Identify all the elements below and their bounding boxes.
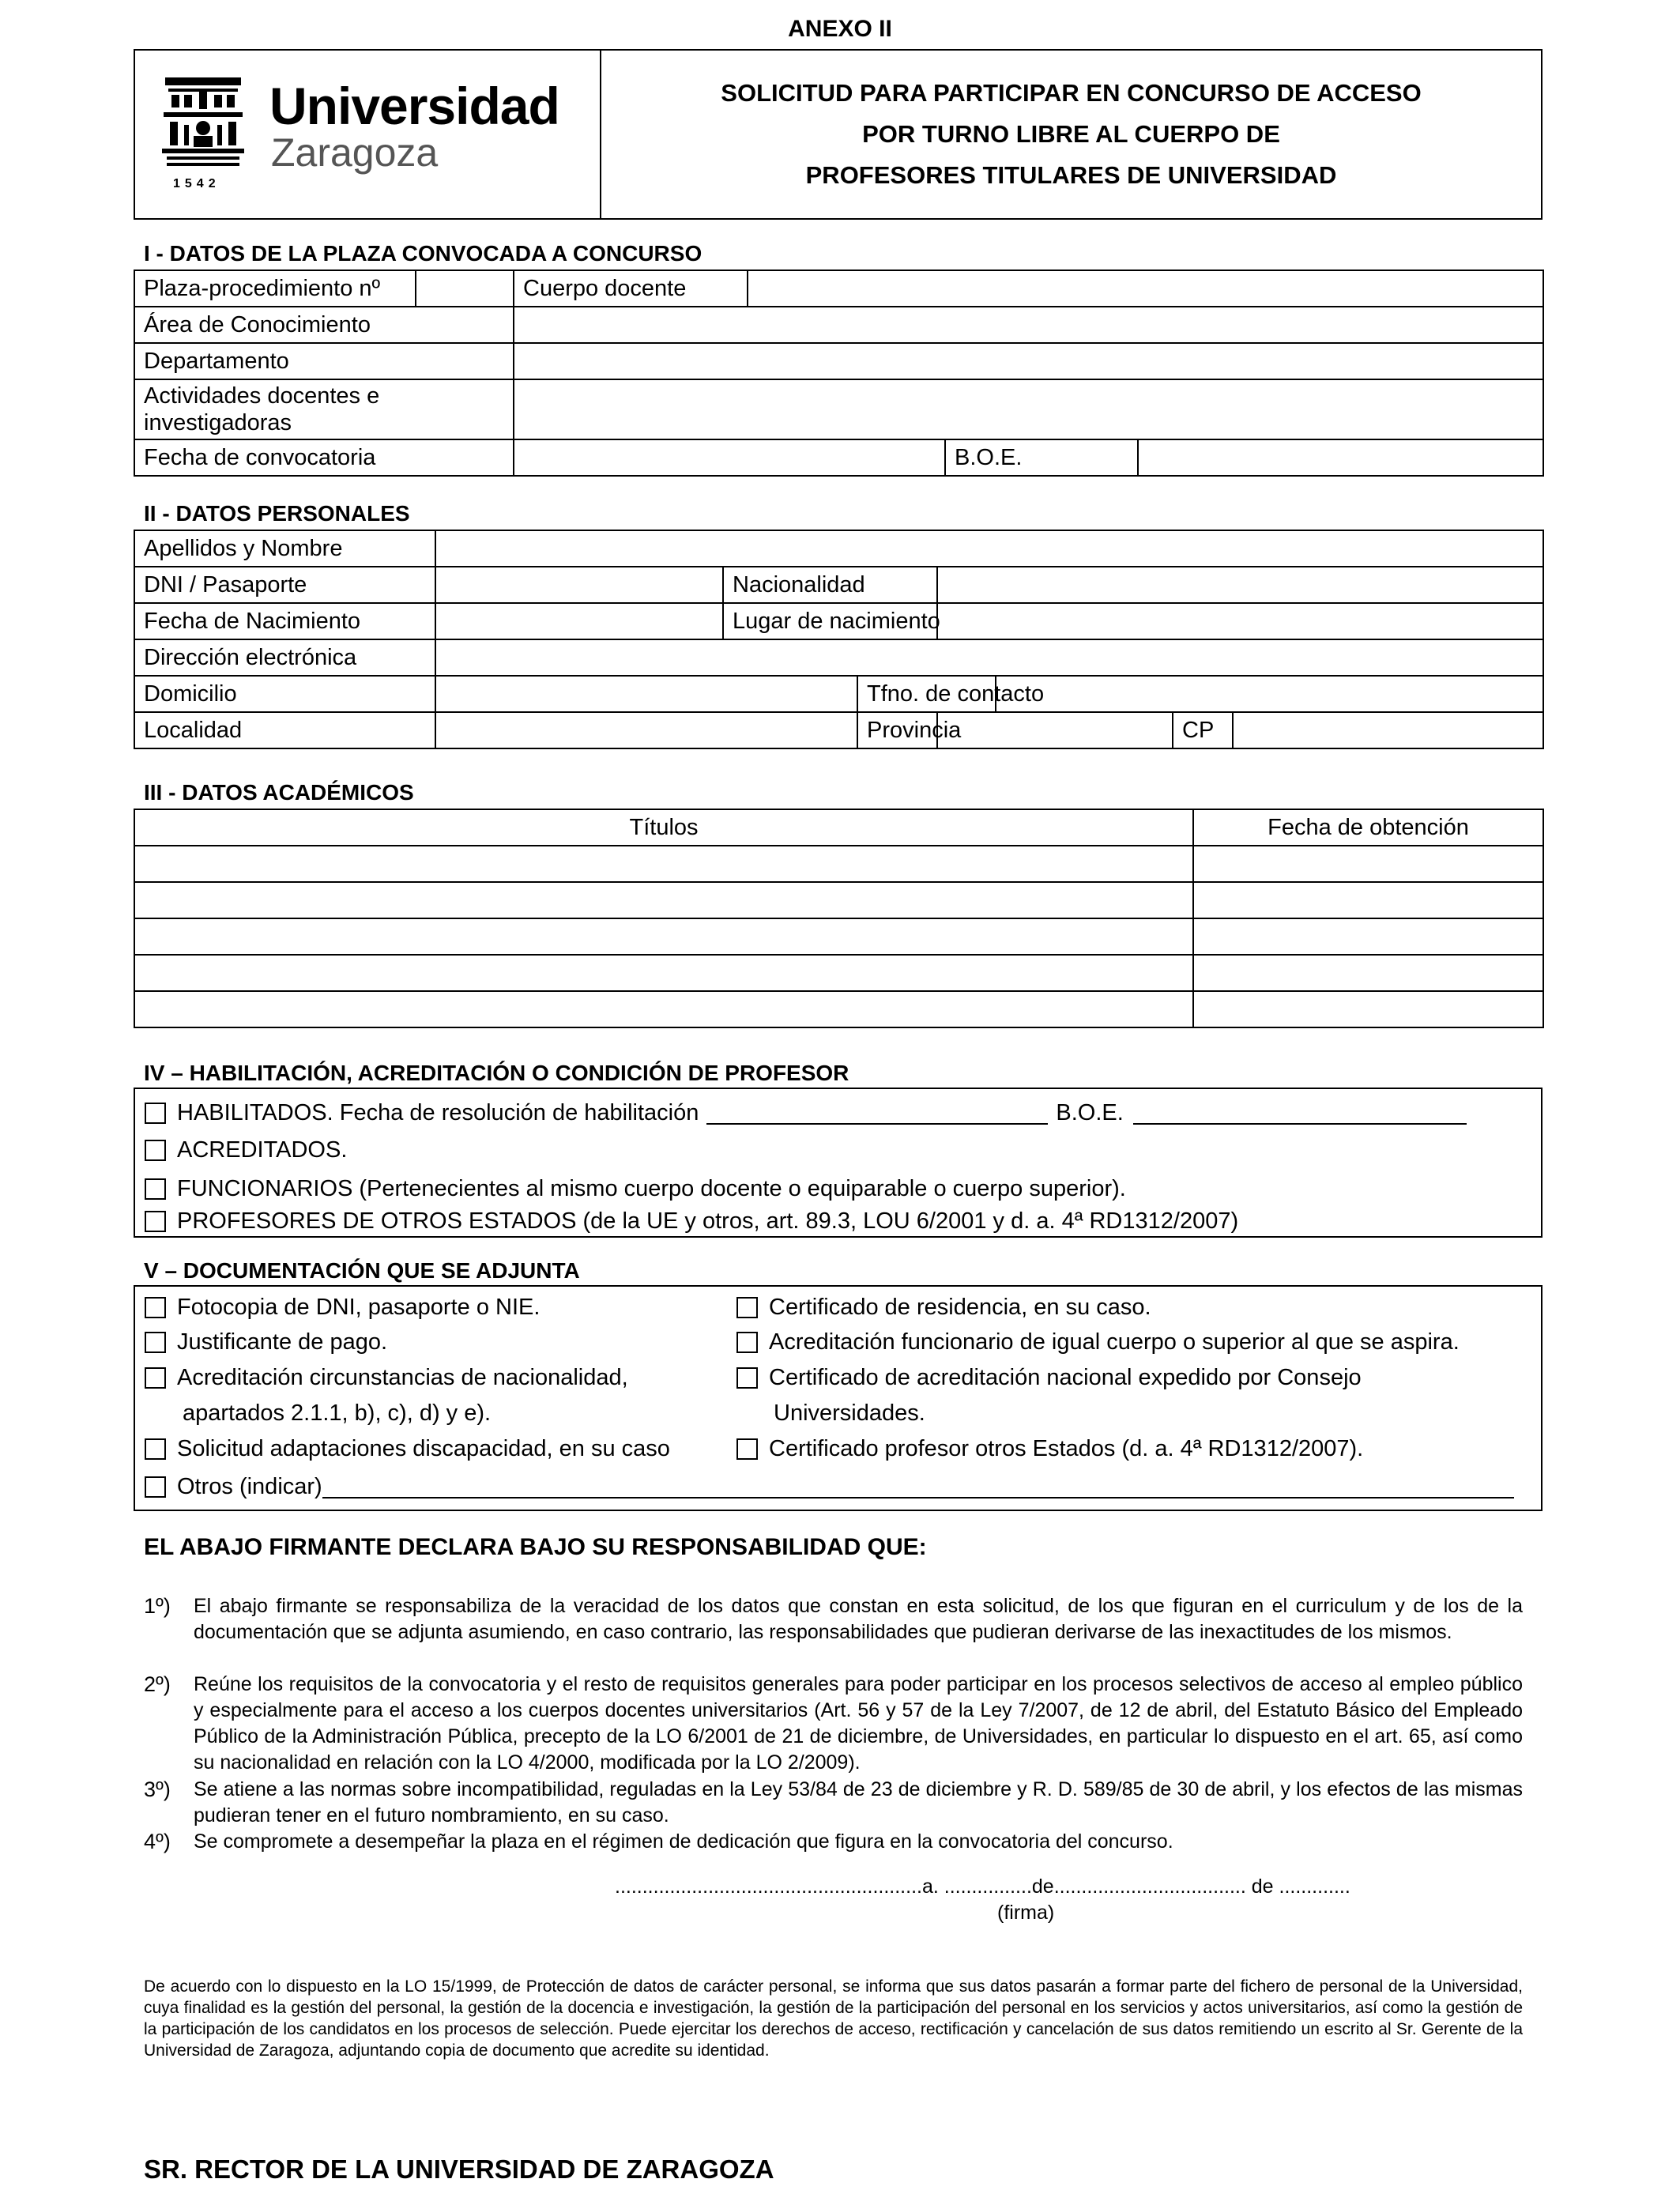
habilitados-boe-label: B.O.E. — [1056, 1100, 1124, 1125]
declaration-item — [144, 1777, 1523, 1829]
habilitados-label: HABILITADOS. Fecha de resolución de habilitación — [177, 1100, 699, 1125]
lugar-nacimiento-input[interactable] — [937, 603, 1543, 639]
acreditados-option[interactable] — [145, 1137, 347, 1163]
cp-input[interactable] — [1233, 712, 1543, 748]
doc-residencia-checkbox[interactable] — [736, 1297, 758, 1318]
fecha-obtencion-input[interactable] — [1193, 991, 1543, 1027]
doc-funcionario-option[interactable] — [736, 1329, 1460, 1355]
fecha-obtencion-header: Fecha de obtención — [1193, 809, 1543, 846]
university-crest-icon — [160, 76, 246, 172]
fecha-nacimiento-label: Fecha de Nacimiento — [134, 603, 435, 639]
personal-data-table — [134, 530, 1544, 749]
doc-otros-label: Otros (indicar) — [177, 1474, 322, 1499]
habilitados-boe-field[interactable] — [1133, 1101, 1467, 1125]
boe-label: B.O.E. — [945, 439, 1138, 476]
fecha-obtencion-input[interactable] — [1193, 918, 1543, 955]
university-logo — [135, 51, 601, 218]
fecha-nacimiento-input[interactable] — [435, 603, 723, 639]
document-header — [134, 49, 1543, 220]
doc-profesor-otros-checkbox[interactable] — [736, 1438, 758, 1460]
doc-discapacidad-label: Solicitud adaptaciones discapacidad, en su caso — [177, 1436, 670, 1461]
departamento-label: Departamento — [134, 343, 514, 379]
doc-pago-label: Justificante de pago. — [177, 1329, 388, 1355]
logo-wordmark: Universidad — [269, 77, 559, 135]
provincia-input[interactable] — [937, 712, 1173, 748]
apellidos-input[interactable] — [435, 530, 1543, 567]
otros-estados-option[interactable] — [145, 1208, 1238, 1235]
section-4-title: IV – HABILITACIÓN, ACREDITACIÓN O CONDICIÓN DE PROFESOR — [144, 1061, 849, 1085]
acreditados-checkbox[interactable] — [145, 1140, 166, 1161]
doc-pago-option[interactable] — [145, 1329, 387, 1355]
localidad-label: Localidad — [134, 712, 435, 748]
doc-profesor-otros-label: Certificado profesor otros Estados (d. a. 4ª RD1312/2007). — [769, 1436, 1364, 1461]
doc-funcionario-checkbox[interactable] — [736, 1332, 758, 1353]
doc-nacionalidad-option[interactable] — [145, 1364, 628, 1391]
doc-discapacidad-option[interactable] — [145, 1435, 670, 1462]
otros-estados-label: PROFESORES DE OTROS ESTADOS (de la UE y otros, art. 89.3, LOU 6/2001 y d. a. 4ª RD1312/2007) — [177, 1208, 1239, 1234]
localidad-input[interactable] — [435, 712, 857, 748]
declaration-title: EL ABAJO FIRMANTE DECLARA BAJO SU RESPONSABILIDAD QUE: — [144, 1534, 927, 1560]
nacionalidad-input[interactable] — [937, 567, 1543, 603]
doc-nacionalidad-label: Acreditación circunstancias de nacionalidad, — [177, 1365, 628, 1390]
doc-acreditacion-label: Certificado de acreditación nacional expedido por Consejo — [769, 1365, 1362, 1390]
declaration-item — [144, 1672, 1523, 1776]
provincia-label: Provincia — [857, 712, 937, 748]
doc-residencia-option[interactable] — [736, 1294, 1151, 1321]
annex-title: ANEXO II — [788, 16, 892, 42]
declaration-item — [144, 1829, 1523, 1855]
addressee: SR. RECTOR DE LA UNIVERSIDAD DE ZARAGOZA — [144, 2154, 774, 2184]
section-2-title: II - DATOS PERSONALES — [144, 501, 410, 526]
section-1-title: I - DATOS DE LA PLAZA CONVOCADA A CONCURSO — [144, 241, 703, 266]
titulos-header: Títulos — [134, 809, 1193, 846]
declaration-item-number: 4º) — [144, 1830, 171, 1853]
doc-dni-option[interactable] — [145, 1294, 540, 1321]
doc-pago-checkbox[interactable] — [145, 1332, 166, 1353]
declaration-item-text: El abajo firmante se responsabiliza de la veracidad de los datos que constan en esta solicitud, de los que figuran en el curriculum y de los de la documentación que se adjunta asumiendo, en caso contrario, las responsabilidades que pudieran derivarse de las inexactitudes de los mismos. — [194, 1595, 1523, 1643]
dni-input[interactable] — [435, 567, 723, 603]
cuerpo-input[interactable] — [748, 270, 1543, 307]
fecha-obtencion-input[interactable] — [1193, 846, 1543, 882]
form-title — [601, 51, 1541, 218]
apellidos-label: Apellidos y Nombre — [134, 530, 435, 567]
doc-otros-option[interactable] — [145, 1473, 1514, 1500]
titulo-input[interactable] — [134, 955, 1193, 991]
area-input[interactable] — [514, 307, 1543, 343]
doc-acreditacion-checkbox[interactable] — [736, 1367, 758, 1389]
tfno-input[interactable] — [996, 676, 1543, 712]
academic-table — [134, 809, 1544, 1028]
doc-discapacidad-checkbox[interactable] — [145, 1438, 166, 1460]
fecha-convocatoria-label: Fecha de convocatoria — [134, 439, 514, 476]
actividades-label: Actividades docentes e investigadoras — [134, 379, 514, 439]
boe-input[interactable] — [1138, 439, 1543, 476]
doc-nacionalidad-checkbox[interactable] — [145, 1367, 166, 1389]
form-title-line: PROFESORES TITULARES DE UNIVERSIDAD — [805, 161, 1337, 189]
nacionalidad-label: Nacionalidad — [723, 567, 937, 603]
lugar-nacimiento-label: Lugar de nacimiento — [723, 603, 937, 639]
data-protection-note: De acuerdo con lo dispuesto en la LO 15/1999, de Protección de datos de carácter personal, se informa que sus datos pasarán a formar parte del fichero de personal de la Universidad, cuya finalidad es la gestión del personal, la gestión de la docencia e investigación, la gestión de la participación del personal en los servicios y actos universitarios, así como la gestión de la participación de los candidatos en los procesos de selección. Puede ejercitar los derechos de acceso, rectificación y cancelación de sus datos remitiendo un escrito al Sr. Gerente de la Universidad de Zaragoza, adjuntando copia de documento que acredite su identidad. — [144, 1977, 1523, 2060]
habilitacion-date-field[interactable] — [706, 1101, 1048, 1125]
doc-otros-field[interactable] — [322, 1475, 1514, 1498]
logo-subtitle: Zaragoza — [271, 130, 439, 175]
doc-dni-checkbox[interactable] — [145, 1297, 166, 1318]
declaration-item-number: 2º) — [144, 1672, 171, 1696]
doc-dni-label: Fotocopia de DNI, pasaporte o NIE. — [177, 1295, 541, 1320]
dni-label: DNI / Pasaporte — [134, 567, 435, 603]
cp-label: CP — [1173, 712, 1233, 748]
cuerpo-label: Cuerpo docente — [514, 270, 748, 307]
signature-date-line[interactable]: ........................................................a. ................de................................... de ............. — [615, 1875, 1350, 1898]
habilitados-option[interactable] — [145, 1099, 1467, 1126]
funcionarios-checkbox[interactable] — [145, 1178, 166, 1200]
declaration-item — [144, 1593, 1523, 1646]
doc-nacionalidad-label-cont: apartados 2.1.1, b), c), d) y e). — [183, 1400, 492, 1426]
declaration-item-number: 3º) — [144, 1777, 171, 1801]
fecha-obtencion-input[interactable] — [1193, 955, 1543, 991]
declaration-item-text: Se atiene a las normas sobre incompatibilidad, reguladas en la Ley 53/84 de 23 de diciembre y R. D. 589/85 de 30 de abril, y los efectos de las mismas pudieran tener en el futuro nombramiento, en su caso. — [194, 1778, 1523, 1826]
declaration-item-text: Se compromete a desempeñar la plaza en el régimen de dedicación que figura en la convocatoria del concurso. — [194, 1830, 1173, 1853]
area-label: Área de Conocimiento — [134, 307, 514, 343]
domicilio-label: Domicilio — [134, 676, 435, 712]
declaration-item-text: Reúne los requisitos de la convocatoria y el resto de requisitos generales para poder participar en los procesos selectivos de acceso al empleo público y especialmente para el acceso a los cuerpos docentes universitarios (Art. 56 y 57 de la Ley 7/2007, de 12 de abril, del Estatuto Básico del Empleado Público de la Administración Pública, precepto de la LO 6/2001 de 21 de diciembre, de Universidades, en particular lo dispuesto en el art. 65, así como su nacionalidad en relación con la LO 4/2000, modificada por la LO 2/2009). — [194, 1673, 1523, 1774]
plaza-input[interactable] — [416, 270, 514, 307]
doc-acreditacion-label-cont: Universidades. — [774, 1400, 925, 1426]
email-input[interactable] — [435, 639, 1543, 676]
tfno-label: Tfno. de contacto — [857, 676, 996, 712]
fecha-convocatoria-input[interactable] — [514, 439, 945, 476]
titulo-input[interactable] — [134, 991, 1193, 1027]
doc-acreditacion-option[interactable] — [736, 1364, 1362, 1391]
titulo-input[interactable] — [134, 918, 1193, 955]
otros-estados-checkbox[interactable] — [145, 1211, 166, 1232]
section-3-title: III - DATOS ACADÉMICOS — [144, 780, 414, 805]
actividades-input[interactable] — [514, 379, 1543, 439]
section-5-title: V – DOCUMENTACIÓN QUE SE ADJUNTA — [144, 1258, 580, 1283]
signature-label: (firma) — [997, 1902, 1055, 1924]
plaza-label: Plaza-procedimiento nº — [134, 270, 416, 307]
habilitados-checkbox[interactable] — [145, 1103, 166, 1124]
fecha-obtencion-input[interactable] — [1193, 882, 1543, 918]
plaza-table — [134, 270, 1544, 477]
departamento-input[interactable] — [514, 343, 1543, 379]
titulo-input[interactable] — [134, 882, 1193, 918]
doc-otros-checkbox[interactable] — [145, 1476, 166, 1498]
declaration-item-number: 1º) — [144, 1594, 171, 1618]
email-label: Dirección electrónica — [134, 639, 435, 676]
funcionarios-label: FUNCIONARIOS (Pertenecientes al mismo cuerpo docente o equiparable o cuerpo superior). — [177, 1176, 1126, 1201]
funcionarios-option[interactable] — [145, 1175, 1126, 1202]
doc-funcionario-label: Acreditación funcionario de igual cuerpo o superior al que se aspira. — [769, 1329, 1460, 1355]
doc-profesor-otros-option[interactable] — [736, 1435, 1363, 1462]
form-title-line: POR TURNO LIBRE AL CUERPO DE — [862, 120, 1280, 148]
domicilio-input[interactable] — [435, 676, 857, 712]
acreditados-label: ACREDITADOS. — [177, 1137, 348, 1163]
titulo-input[interactable] — [134, 846, 1193, 882]
logo-year: 1542 — [173, 177, 220, 190]
doc-residencia-label: Certificado de residencia, en su caso. — [769, 1295, 1151, 1320]
form-title-line: SOLICITUD PARA PARTICIPAR EN CONCURSO DE ACCESO — [721, 79, 1422, 107]
